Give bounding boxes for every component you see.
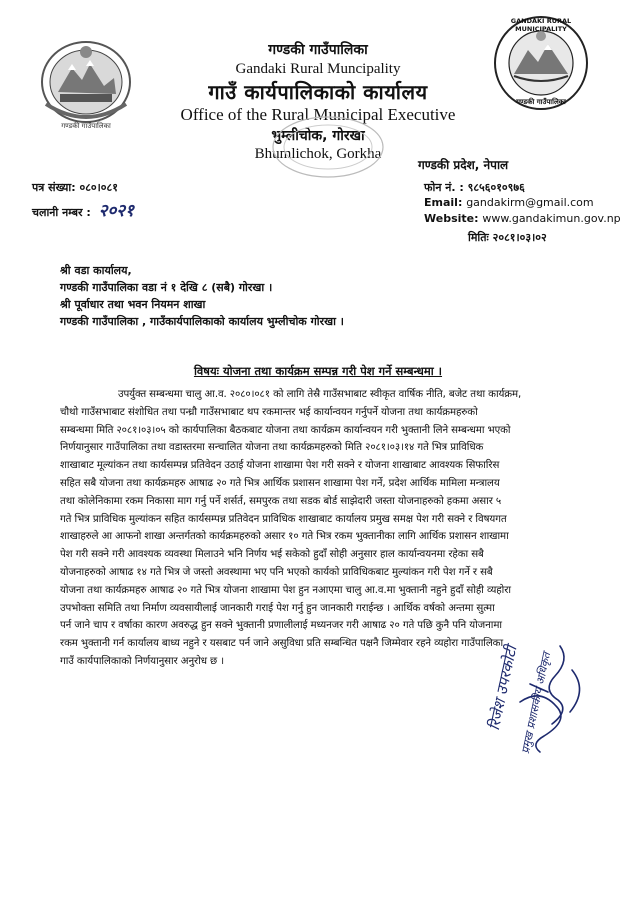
body-line: निर्णयानुसार गाउँपालिका तथा वडास्तरमा सन्चालित योजना तथा कार्यक्रमहरुको मिति २०८१।०३।१४ गते भित्र प्राविधिक [60, 442, 484, 454]
recipient-line: श्री वडा कार्यालय, [60, 264, 132, 277]
dispatch-number-handwritten: २०२१ [98, 201, 134, 221]
dispatch-line [32, 198, 134, 221]
letter-number: पत्र संख्या: ०८०।०८१ [32, 181, 118, 194]
municipality-name-np: गण्डकी गाउँपालिका [268, 42, 368, 58]
website-label: Website: [424, 212, 479, 225]
location-np: भुम्लीचोक, गोरखा [271, 128, 365, 144]
emblem-caption: गण्डकी गाउँपालिका [61, 122, 111, 130]
location-en: Bhumlichok, Gorkha [254, 146, 382, 162]
body-line: रकम भुक्तानी गर्न कार्यालय बाध्य नहुने र यसबाट पर्न जाने असुविधा प्रति सम्बन्धित पक्षनै जिम्मेवार रहने व्यहोरा गाउँपालिका [60, 638, 504, 650]
email-line [424, 196, 594, 209]
body-line: तथा कोलेनिकामा रकम निकासा माग गर्नु पर्ने शर्सर्त, समपुरक तथा सडक बोर्ड साझेदारी जस्ता योजनाहरुको हकमा असार ५ [60, 495, 502, 507]
recipient-line: गण्डकी गाउँपालिका वडा नं १ देखि ८ (सबै) गोरखा । [60, 281, 273, 294]
signatory-name: रिजेश उपरकोटी [484, 644, 521, 732]
recipient-line: गण्डकी गाउँपालिका , गाउँकार्यपालिकाको कार्यालय भुम्लीचोक गोरखा । [60, 315, 344, 328]
body-line: शाखाबाट मूल्यांकन तथा कार्यसम्पन्न प्रतिवेदन उठाई योजना शाखामा पेश गरी सक्ने र योजना शाखाबाट आवश्यक सिफारिस [60, 460, 500, 472]
body-line: पेश गरी सक्ने गरी आवश्यक व्यवस्था मिलाउने भनि निर्णय भई सकेको हुदाँ सोही अनुसार हाल कार्यान्वयनमा रहेका सबै [60, 549, 484, 561]
body-line: शाखाहरुले आ आफनो शाखा अन्तर्गतको कार्यक्रमहरुको असार १० गते भित्र रकम भुक्तानीका लागि आर्थिक प्रशासन शाखामा [60, 531, 509, 543]
seal-bottom-text: गण्डकी गाउँपालिका [516, 98, 566, 106]
subject-wrap [0, 360, 636, 379]
body-line: गाउँ कार्यपालिकाको निर्णयानुसार अनुरोध छ । [60, 655, 224, 667]
office-name-en: Office of the Rural Municipal Executive [180, 105, 456, 124]
body-line: उपभोक्ता समिति तथा निर्माण व्यवसायीलाई जानकारी गराई पेश गर्नु हुन जानकारी गराईन्छ । आर्थिक वर्षको अन्तमा सुत्मा [60, 602, 495, 614]
date-label: मितिः [468, 231, 489, 244]
email-address[interactable]: gandakirm@gmail.com [466, 196, 594, 209]
date-line [468, 230, 547, 245]
signature-text-block [484, 644, 612, 798]
body-line: सहित सबै योजना तथा कार्यक्रमहरु आषाढ २० गते भित्र आर्थिक प्रशासन शाखामा पेश गर्ने, प्रदेश आर्थिक मामिला मन्त्रालय [60, 477, 500, 489]
body-line: योजनाहरुको आषाढ १४ गते भित्र जे जस्तो अवस्थामा भए पनि भएको कार्यको प्राविधिकबाट मुल्यांकन गरी पेश गर्ने र सबै [60, 566, 493, 578]
office-name-np: गाउँ कार्यपालिकाको कार्यालय [208, 80, 428, 104]
recipient-line: श्री पूर्वाधार तथा भवन नियमन शाखा [60, 298, 206, 311]
seal-top-text: GANDAKI RURAL MUNICIPALITY [510, 17, 572, 33]
nepal-emblem-logo [38, 34, 134, 130]
body-line: उपर्युक्त सम्बन्धमा चालु आ.व. २०८०।०८१ को लागि तेस्रै गाउँसभाबाट स्वीकृत वार्षिक नीति, बजेट तथा कार्यक्रम, [118, 389, 522, 400]
letter-body [60, 386, 582, 671]
signatory-designation: प्रमुख प्रशासकीय अधिकृत [518, 651, 554, 755]
body-line: सम्बन्धमा मिति २०८१।०३।०५ को कार्यपालिका बैठकबाट योजना तथा कार्यक्रम कार्यान्वयन गरी भुक्तानी लिने सम्बन्धमा भएको [60, 424, 511, 436]
stamp-watermark [268, 112, 388, 182]
website-url[interactable]: www.gandakimun.gov.np [482, 212, 621, 225]
municipality-seal-logo [492, 14, 590, 112]
body-line: पर्न जाने चाप र वर्षाका कारण अवरुद्ध हुन सक्ने भुक्तानी प्रणालीलाई मध्यनजर गरी आषाढ २० गते पछि कुनै पनि योजनामा [60, 620, 502, 632]
province-line: गण्डकी प्रदेश, नेपाल [418, 158, 509, 172]
recipients-block [60, 262, 560, 330]
date-value: २०८१।०३।०२ [492, 231, 547, 244]
municipality-name-en: Gandaki Rural Muncipality [235, 61, 401, 77]
website-line [424, 212, 621, 225]
body-line: गते भित्र प्राविधिक मुल्यांकन सहित कार्यसम्पन्न प्रतिवेदन प्राविधिक शाखाबाट कार्यालय प्रमुख समक्ष पेश गरी सक्ने र विषयगत [60, 513, 507, 525]
subject-line: विषयः योजना तथा कार्यक्रम सम्पन्न गरी पेश गर्ने सम्बन्धमा । [193, 364, 443, 378]
body-line: चौथो गाउँसभाबाट संशोधित तथा पन्ध्रौ गाउँसभाबाट थप रकमान्तर भई कार्यान्वयन गर्नुपर्ने योजना तथा कार्यक्रमहरुको [60, 406, 478, 418]
phone-line: फोन नं. : ९८५६०१०९७६ [424, 181, 525, 194]
body-line: योजना तथा कार्यक्रमहरु आषाढ २० गते भित्र योजना शाखामा पेश हुन नआएमा चालु आ.व.मा भुक्तानी नहुने हुदाँ सोही व्यहोरा [60, 584, 511, 596]
dispatch-label: चलानी नम्बर : [32, 206, 91, 219]
email-label: Email: [424, 196, 463, 209]
